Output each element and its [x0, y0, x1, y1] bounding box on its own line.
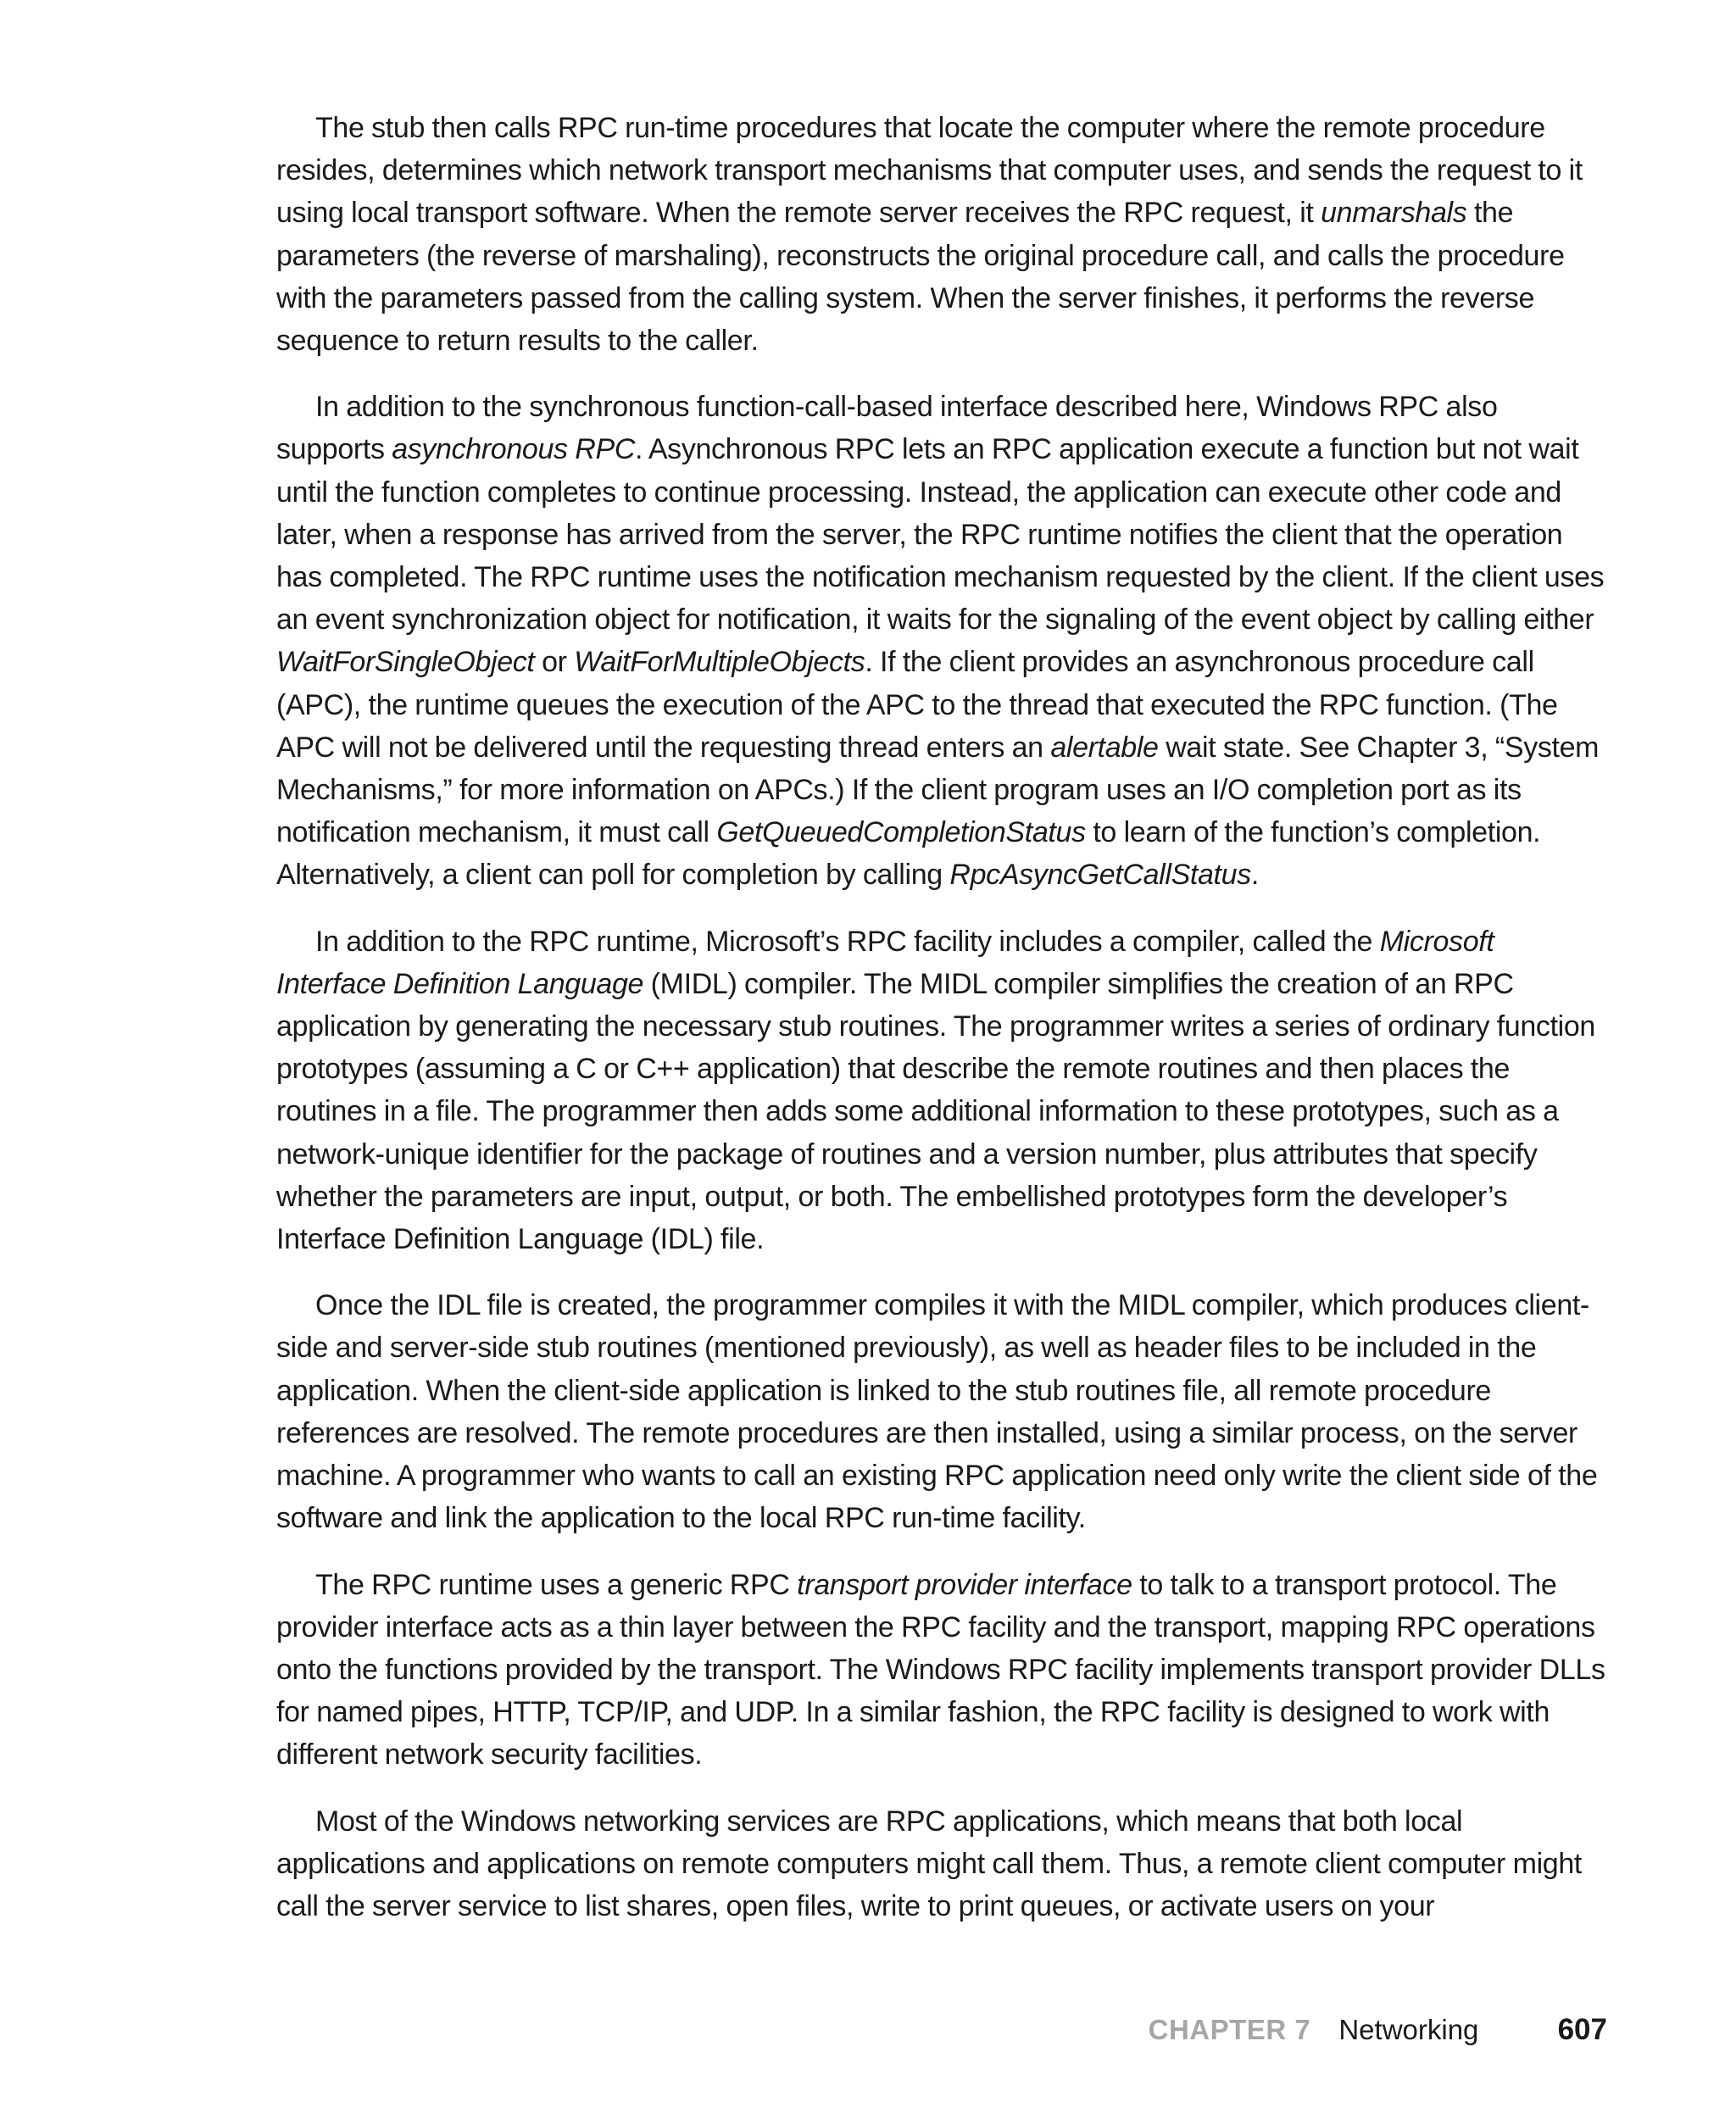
italic-term: GetQueuedCompletionStatus — [716, 816, 1086, 849]
text-run: to learn of the function’s completion. Alternatively, a client can poll for completion by calling — [276, 816, 1541, 892]
footer-chapter-title: Networking — [1338, 2014, 1479, 2045]
text-run: wait state. See Chapter 3, “System Mechanisms,” for more information on APCs.) If the client program uses an I/O completion port as its notification mechanism, it must call — [276, 731, 1600, 849]
text-run: In addition to the synchronous function-call-based interface described here, Windows RPC also supports — [276, 391, 1498, 466]
text-run: Once the IDL file is created, the programmer compiles it with the MIDL compiler, which produces client-side and server-side stub routines (mentioned previously), as well as header files to be included in the application. When the client-side application is linked to the stub routines file, all remote procedure references are resolved. The remote procedures are then installed, using a similar process, on the server machine. A programmer who wants to call an existing RPC application need only write the client side of the software and link the application to the local RPC run-time facility. — [276, 1289, 1598, 1535]
paragraph — [276, 1564, 1607, 1777]
text-run: . Asynchronous RPC lets an RPC application execute a function but not wait until the function completes to continue processing. Instead, the application can execute other code and later, when a response has arrived from the server, the RPC runtime notifies the client that the operation has completed. The RPC runtime uses the notification mechanism requested by the client. If the client uses an event synchronization object for notification, it waits for the signaling of the event object by calling either — [276, 433, 1605, 637]
text-run: . — [1250, 859, 1259, 892]
italic-term: unmarshals — [1321, 197, 1467, 230]
italic-term: transport provider interface — [797, 1568, 1132, 1601]
text-run: The stub then calls RPC run-time procedures that locate the computer where the remote procedure resides, determines which network transport mechanisms that computer uses, and sends the request to it using local transport software. When the remote server receives the RPC request, it — [276, 112, 1583, 230]
text-run: The RPC runtime uses a generic RPC — [315, 1568, 798, 1601]
paragraph — [276, 1284, 1607, 1539]
text-run: In addition to the RPC runtime, Microsoft’s RPC facility includes a compiler, called the — [315, 925, 1380, 958]
text-run: Most of the Windows networking services are RPC applications, which means that both local applications and applications on remote computers might call them. Thus, a remote client computer might call the server service to list shares, open files, write to print queues, or activate users on your — [276, 1805, 1582, 1922]
italic-term: Microsoft Interface Definition Language — [276, 925, 1494, 1000]
italic-term: WaitForSingleObject — [276, 646, 535, 679]
paragraph — [276, 1800, 1607, 1928]
italic-term: asynchronous RPC — [392, 433, 636, 466]
page-footer — [0, 2009, 1607, 2051]
text-run: (MIDL) compiler. The MIDL compiler simplifies the creation of an RPC application by generating the necessary stub routines. The programmer writes a series of ordinary function prototypes (assuming a C or C++ application) that describe the remote routines and then places the routines in a file. The programmer then adds some additional information to these prototypes, such as a network-unique identifier for the package of routines and a version number, plus attributes that specify whether the parameters are input, output, or both. The embellished prototypes form the developer’s Interface Definition Language (IDL) file. — [276, 967, 1595, 1256]
page-number: 607 — [1557, 2013, 1607, 2046]
text-run: the parameters (the reverse of marshaling), reconstructs the original procedure call, and calls the procedure with the parameters passed from the calling system. When the server finishes, it performs the reverse sequence to return results to the caller. — [276, 197, 1565, 358]
italic-term: alertable — [1050, 731, 1159, 764]
italic-term: RpcAsyncGetCallStatus — [949, 859, 1251, 892]
italic-term: WaitForMultipleObjects — [574, 646, 865, 679]
footer-chapter-label: CHAPTER 7 — [1148, 2014, 1311, 2045]
text-run: or — [534, 646, 575, 679]
body-text — [276, 107, 1607, 1951]
paragraph — [276, 920, 1607, 1261]
paragraph — [276, 107, 1607, 362]
text-run: to talk to a transport protocol. The provider interface acts as a thin layer between the RPC facility and the transport, mapping RPC operations onto the functions provided by the transport. The Windows RPC facility implements transport provider DLLs for named pipes, HTTP, TCP/IP, and UDP. In a similar fashion, the RPC facility is designed to work with different network security facilities. — [276, 1568, 1605, 1771]
paragraph — [276, 386, 1607, 896]
text-run: . If the client provides an asynchronous procedure call (APC), the runtime queues the execution of the APC to the thread that executed the RPC function. (The APC will not be delivered until the requesting thread enters an — [276, 646, 1558, 764]
